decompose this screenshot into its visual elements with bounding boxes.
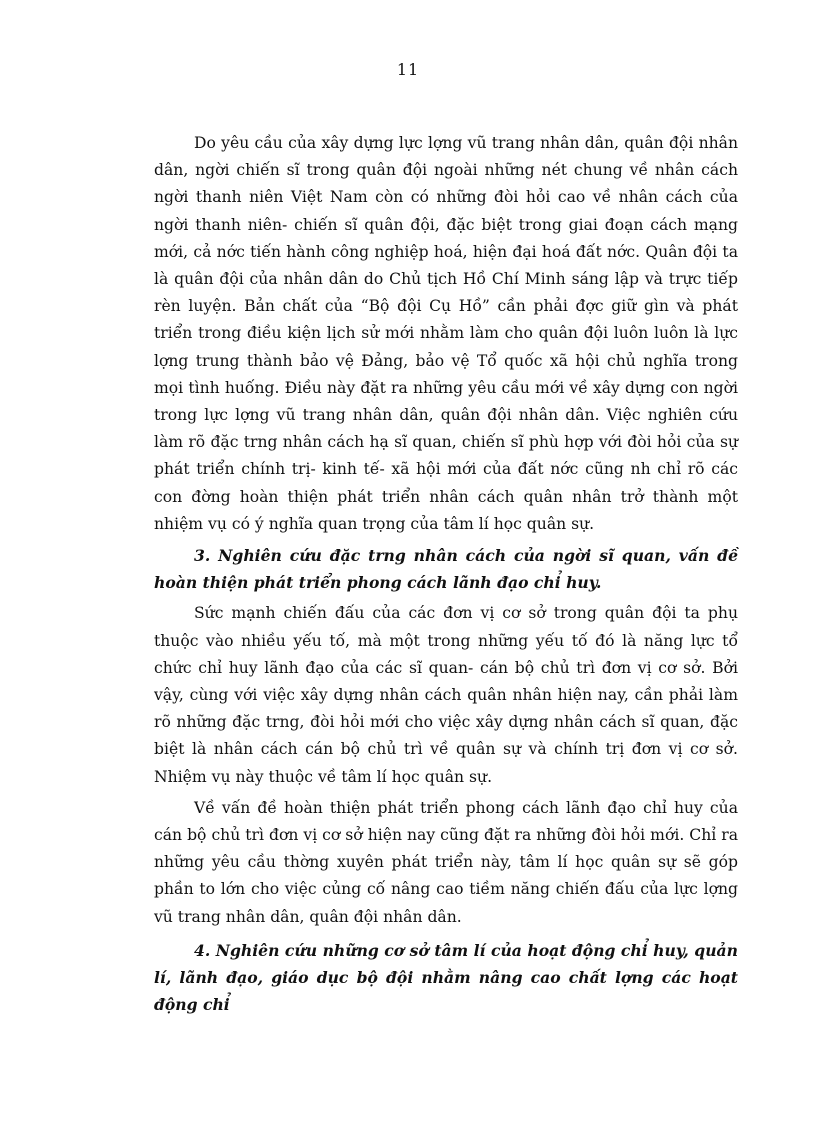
page-content (154, 130, 738, 1019)
paragraph-leadership-style: Về vấn đề hoàn thiện phát triển phong cách lãnh đạo chỉ huy của cán bộ chủ trì đơn vị cơ sở hiện nay cũng đặt ra những đòi hỏi mới. Chỉ ra những yêu cầu thờng xuyên phát triển này, tâm lí học quân sự sẽ góp phần to lớn cho việc củng cố nâng cao tiềm năng chiến đấu của lực lợng vũ trang nhân dân, quân đội nhân dân. (154, 798, 738, 926)
paragraph-military-personality: Do yêu cầu của xây dựng lực lợng vũ trang nhân dân, quân đội nhân dân, ngời chiến sĩ trong quân đội ngoài những nét chung về nhân cách ngời thanh niên Việt Nam còn có những đòi hỏi cao về nhân cách của ngời thanh niên- chiến sĩ quân đội, đặc biệt trong giai đoạn cách mạng mới, cả nớc tiến hành công nghiệp hoá, hiện đại hoá đất nớc. Quân đội ta là quân đội của nhân dân do Chủ tịch Hồ Chí Minh sáng lập và trực tiếp rèn luyện. Bản chất của “Bộ đội Cụ Hồ” cần phải đợc giữ gìn và phát triển trong điều kiện lịch sử mới nhằm làm cho quân đội luôn luôn là lực lợng trung thành bảo vệ Đảng, bảo vệ Tổ quốc xã hội chủ nghĩa trong mọi tình huống. Điều này đặt ra những yêu cầu mới về xây dựng con ngời trong lực lợng vũ trang nhân dân, quân đội nhân dân. Việc nghiên cứu làm rõ đặc trng nhân cách hạ sĩ quan, chiến sĩ phù hợp với đòi hỏi của sự phát triển chính trị- kinh tế- xã hội mới của đất nớc cũng nh chỉ rõ các con đờng hoàn thiện phát triển nhân cách quân nhân trở thành một nhiệm vụ có ý nghĩa quan trọng của tâm lí học quân sự. (154, 134, 738, 533)
paragraph-combat-strength: Sức mạnh chiến đấu của các đơn vị cơ sở trong quân đội ta phụ thuộc vào nhiều yếu tố, mà một trong những yếu tố đó là năng lực tổ chức chỉ huy lãnh đạo của các sĩ quan- cán bộ chủ trì đơn vị cơ sở. Bởi vậy, cùng với việc xây dựng nhân cách quân nhân hiện nay, cần phải làm rõ những đặc trng, đòi hỏi mới cho việc xây dựng nhân cách sĩ quan, đặc biệt là nhân cách cán bộ chủ trì về quân sự và chính trị đơn vị cơ sở. Nhiệm vụ này thuộc về tâm lí học quân sự. (154, 604, 738, 786)
page-number: 11 (396, 60, 420, 79)
section-heading-3: 3. Nghiên cứu đặc trng nhân cách của ngời sĩ quan, vấn đề hoàn thiện phát triển phong cách lãnh đạo chỉ huy. (154, 546, 738, 593)
section-heading-4: 4. Nghiên cứu những cơ sở tâm lí của hoạt động chỉ huy, quản lí, lãnh đạo, giáo dục bộ đội nhằm nâng cao chất lợng các hoạt động chỉ (154, 940, 738, 1015)
